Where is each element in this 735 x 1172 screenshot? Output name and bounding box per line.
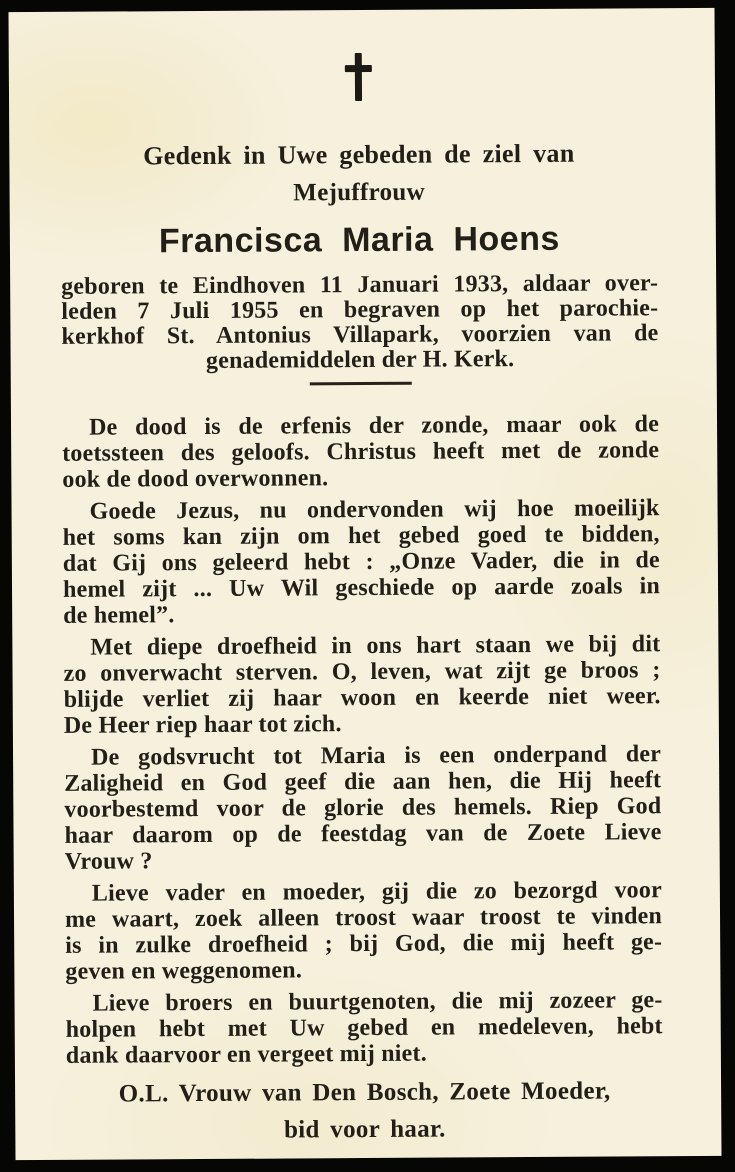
paragraph-goede-jezus <box>62 495 660 629</box>
cross-vertical-bar <box>355 53 362 101</box>
text-line: kerkhof St. Antonius Villapark, voorzien van de <box>61 320 659 350</box>
text-line: Lieve vader en moeder, gij die zo bezorgd voor <box>91 877 662 907</box>
text-line: genademiddelen der H. Kerk. <box>205 346 515 374</box>
text-line: Zaligheid en God geef die aan hen, die Hij heeft <box>64 767 662 797</box>
deceased-name: Francisca Maria Hoens <box>158 219 560 261</box>
text-line: blijde verliet zij haar woon en keerde niet weer. <box>63 683 661 713</box>
paragraph-droefheid <box>63 631 661 739</box>
text-line: De godsvrucht tot Maria is een onderpand der <box>90 741 662 771</box>
text-line: het soms kan zijn om het gebed goed te bidden, <box>62 521 660 551</box>
text-line: leden 7 Juli 1955 en begraven op het parochie- <box>61 295 659 325</box>
text-line: Goede Jezus, nu ondervonden wij hoe moeilijk <box>89 495 660 525</box>
text-line: toetssteen des geloofs. Christus heeft met de zonde <box>62 437 660 467</box>
text-line: geboren te Eindhoven 11 Januari 1933, aldaar over- <box>61 270 659 300</box>
text-line: hemel zijt ... Uw Wil geschiede op aarde zoals in <box>62 573 661 603</box>
closing-invocation: O.L. Vrouw van Den Bosch, Zoete Moeder, <box>118 1077 611 1108</box>
paragraph-godsvrucht-maria <box>64 741 662 875</box>
paragraph-death-inheritance <box>62 411 659 493</box>
text-line: haar daarom op de feestdag van de Zoete Lieve <box>64 819 662 849</box>
text-line: ook de dood overwonnen. <box>62 465 329 493</box>
memorial-card <box>9 8 722 1160</box>
cross-horizontal-bar <box>345 65 372 72</box>
text-line: holpen hebt met Uw gebed en medeleven, hebt <box>65 1013 663 1043</box>
text-line: Vrouw ? <box>64 848 153 875</box>
prayer-body <box>62 411 663 1069</box>
text-line: is in zulke droefheid ; bij God, die mij heeft ge- <box>65 929 663 959</box>
text-line: me waart, zoek alleen troost waar troost te vinden <box>64 903 663 933</box>
text-line: Lieve broers en buurtgenoten, die mij zozeer ge- <box>92 987 663 1017</box>
salutation-text: Mejuffrouw <box>293 178 426 207</box>
closing-prayer: bid voor haar. <box>283 1115 446 1144</box>
text-line: geven en weggenomen. <box>65 957 303 985</box>
section-divider <box>309 382 411 386</box>
paragraph-broers-en-buurtgenoten <box>65 987 662 1069</box>
paragraph-vader-en-moeder <box>65 877 663 985</box>
text-line: dat Gij ons geleerd hebt : „Onze Vader, die in de <box>62 547 660 577</box>
cross-icon <box>345 53 372 101</box>
text-line: De Heer riep haar tot zich. <box>63 711 342 739</box>
invocation-text: Gedenk in Uwe gebeden de ziel van <box>143 138 575 171</box>
text-line: de hemel”. <box>63 602 175 629</box>
text-line: zo onverwacht sterven. O, leven, wat zijt ge broos ; <box>63 657 661 687</box>
text-line: voorbestemd voor de glorie des hemels. Riep God <box>64 793 662 823</box>
text-line: Met diepe droefheid in ons hart staan we bij dit <box>90 631 661 661</box>
text-line: De dood is de erfenis der zonde, maar ook de <box>88 411 660 441</box>
text-line: dank daarvoor en vergeet mij niet. <box>65 1040 427 1069</box>
biography-paragraph <box>61 271 659 375</box>
